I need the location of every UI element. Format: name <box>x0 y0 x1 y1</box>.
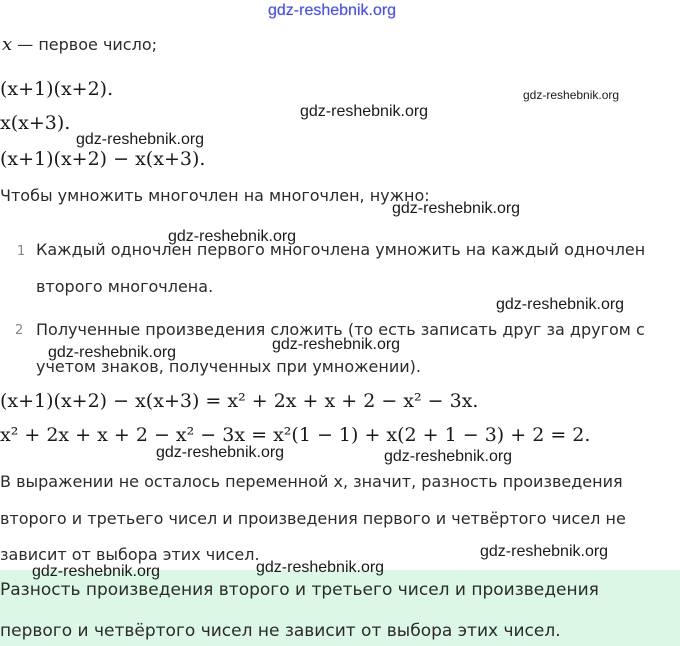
answer-line: первого и четвёртого чисел не зависит от выбора этих чисел. <box>0 621 561 641</box>
list-item-text: Полученные произведения сложить (то есть записать друг за другом с <box>36 320 645 339</box>
list-item-text: второго многочлена. <box>36 277 214 296</box>
watermark: gdz-reshebnik.org <box>272 336 401 353</box>
watermark: gdz-reshebnik.org <box>392 200 521 217</box>
conclusion-line: второго и третьего чисел и произведения первого и четвёртого чисел не <box>0 509 626 528</box>
watermark: gdz-reshebnik.org <box>496 296 625 313</box>
watermark: gdz-reshebnik.org <box>48 344 177 361</box>
line-first-number-text: — первое число; <box>12 35 157 54</box>
watermark-top: gdz-reshebnik.org <box>268 2 397 19</box>
watermark: gdz-reshebnik.org <box>256 559 385 576</box>
watermark: gdz-reshebnik.org <box>384 448 513 465</box>
rule-intro: Чтобы умножить многочлен на многочлен, нужно: <box>0 186 430 205</box>
line-first-number: x — первое число; <box>2 34 157 55</box>
answer-box <box>0 570 680 646</box>
watermark: gdz-reshebnik.org <box>32 563 161 580</box>
list-item-number: 2 <box>15 323 24 338</box>
watermark: gdz-reshebnik.org <box>76 131 205 148</box>
expr-difference: (x+1)(x+2) − x(x+3). <box>0 148 206 170</box>
watermark: gdz-reshebnik.org <box>480 543 609 560</box>
list-item-number: 1 <box>17 244 26 259</box>
watermark: gdz-reshebnik.org <box>300 103 429 120</box>
watermark: gdz-reshebnik.org <box>168 228 297 245</box>
expr-first-fourth-product: x(x+3). <box>0 112 71 134</box>
watermark: gdz-reshebnik.org <box>156 444 285 461</box>
list-item-text: учетом знаков, полученных при умножении). <box>36 357 421 376</box>
conclusion-line: зависит от выбора этих чисел. <box>0 545 260 564</box>
equation-simplify: x² + 2x + x + 2 − x² − 3x = x²(1 − 1) + x(2 + 1 − 3) + 2 = 2. <box>0 424 591 446</box>
expr-second-third-product: (x+1)(x+2). <box>0 78 114 100</box>
equation-expand: (x+1)(x+2) − x(x+3) = x² + 2x + x + 2 − x² − 3x. <box>0 390 479 412</box>
watermark: gdz-reshebnik.org <box>523 88 620 102</box>
answer-line: Разность произведения второго и третьего чисел и произведения <box>0 580 599 600</box>
list-item-text: Каждый одночлен первого многочлена умножить на каждый одночлен <box>36 240 646 259</box>
conclusion-line: В выражении не осталось переменной x, значит, разность произведения <box>0 472 623 491</box>
